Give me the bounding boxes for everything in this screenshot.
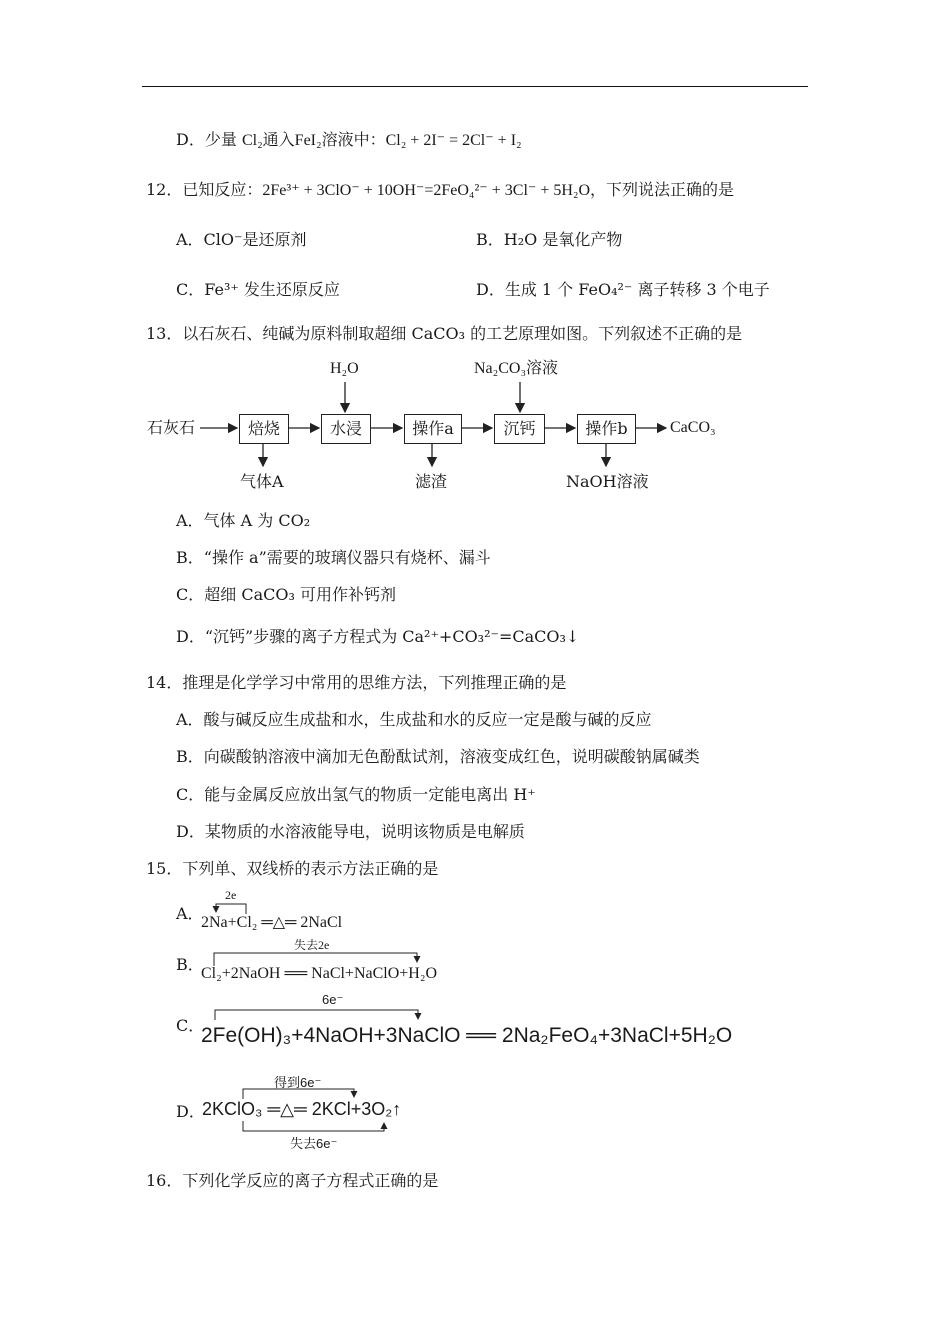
flow-step-operation-a: 操作a xyxy=(404,414,462,444)
q11-option-d: D．少量 Cl₂通入FeI₂溶液中：Cl₂ + 2I⁻ = 2Cl⁻ + I₂ xyxy=(176,130,522,149)
q14-option-b: B．向碳酸钠溶液中滴加无色酚酞试剂，溶液变成红色，说明碳酸钠属碱类 xyxy=(176,747,700,766)
q13-option-b: B．“操作 a”需要的玻璃仪器只有烧杯、漏斗 xyxy=(176,548,491,567)
q15-d-equation: 2KClO₃ ═△═ 2KCl+3O₂↑ xyxy=(202,1099,402,1119)
q15-a-electron: 2e xyxy=(225,888,237,902)
flow-input-water: H₂O xyxy=(330,360,359,377)
q12-stem: 12．已知反应：2Fe³⁺ + 3ClO⁻ + 10OH⁻=2FeO₄²⁻ + 3Cl⁻ + 5H₂O，下列说法正确的是 xyxy=(146,180,735,199)
q15-a-equation: 2Na+Cl₂ ═△═ 2NaCl xyxy=(201,914,343,931)
q15-b-equation: Cl₂+2NaOH ══ NaCl+NaClO+H₂O xyxy=(201,965,437,982)
q14-stem: 14．推理是化学学习中常用的思维方法，下列推理正确的是 xyxy=(146,673,567,692)
flow-end: CaCO₃ xyxy=(670,419,716,436)
flow-step-roast: 焙烧 xyxy=(239,414,289,444)
q15-option-d-label: D． xyxy=(176,1102,205,1121)
q14-option-d: D．某物质的水溶液能导电，说明该物质是电解质 xyxy=(176,822,525,841)
q13-stem: 13．以石灰石、纯碱为原料制取超细 CaCO₃ 的工艺原理如图。下列叙述不正确的是 xyxy=(146,324,743,343)
q15-option-b-label: B． xyxy=(176,955,204,974)
q15-option-a-label: A． xyxy=(176,904,204,923)
q14-option-c: C．能与金属反应放出氢气的物质一定能电离出 H⁺ xyxy=(176,785,536,804)
flow-output-residue: 滤渣 xyxy=(415,472,448,491)
q15-d-electron-gain: 得到6e⁻ xyxy=(274,1075,322,1090)
q15-stem: 15．下列单、双线桥的表示方法正确的是 xyxy=(146,859,439,878)
q15-c-equation: 2Fe(OH)₃+4NaOH+3NaClO ══ 2Na₂FeO₄+3NaCl+5H₂O xyxy=(201,1024,733,1047)
flow-start: 石灰石 xyxy=(147,418,196,437)
q15-option-c-label: C． xyxy=(176,1016,205,1035)
q15-d-electron-loss: 失去6e⁻ xyxy=(290,1136,338,1151)
q12-option-d: D．生成 1 个 FeO₄²⁻ 离子转移 3 个电子 xyxy=(476,280,770,299)
flow-input-na2co3: Na₂CO₃溶液 xyxy=(474,360,559,377)
q14-option-a: A．酸与碱反应生成盐和水，生成盐和水的反应一定是酸与碱的反应 xyxy=(176,710,652,729)
q13-option-d: D．“沉钙”步骤的离子方程式为 Ca²⁺+CO₃²⁻=CaCO₃↓ xyxy=(176,627,580,646)
flow-output-gas: 气体A xyxy=(240,472,284,491)
flow-step-leach: 水浸 xyxy=(321,414,371,444)
q12-option-b: B．H₂O 是氧化产物 xyxy=(476,230,623,249)
q15-c-electron: 6e⁻ xyxy=(322,992,344,1007)
flow-step-operation-b: 操作b xyxy=(577,414,636,444)
q13-option-a: A．气体 A 为 CO₂ xyxy=(176,511,311,530)
q16-stem: 16．下列化学反应的离子方程式正确的是 xyxy=(146,1171,439,1190)
flow-output-naoh: NaOH溶液 xyxy=(566,472,649,491)
q12-option-c: C．Fe³⁺ 发生还原反应 xyxy=(176,280,340,299)
q15-b-electron: 失去2e xyxy=(294,938,330,952)
q12-option-a: A．ClO⁻是还原剂 xyxy=(176,230,307,249)
q13-option-c: C．超细 CaCO₃ 可用作补钙剂 xyxy=(176,585,396,604)
flow-step-precipitate: 沉钙 xyxy=(494,414,545,444)
